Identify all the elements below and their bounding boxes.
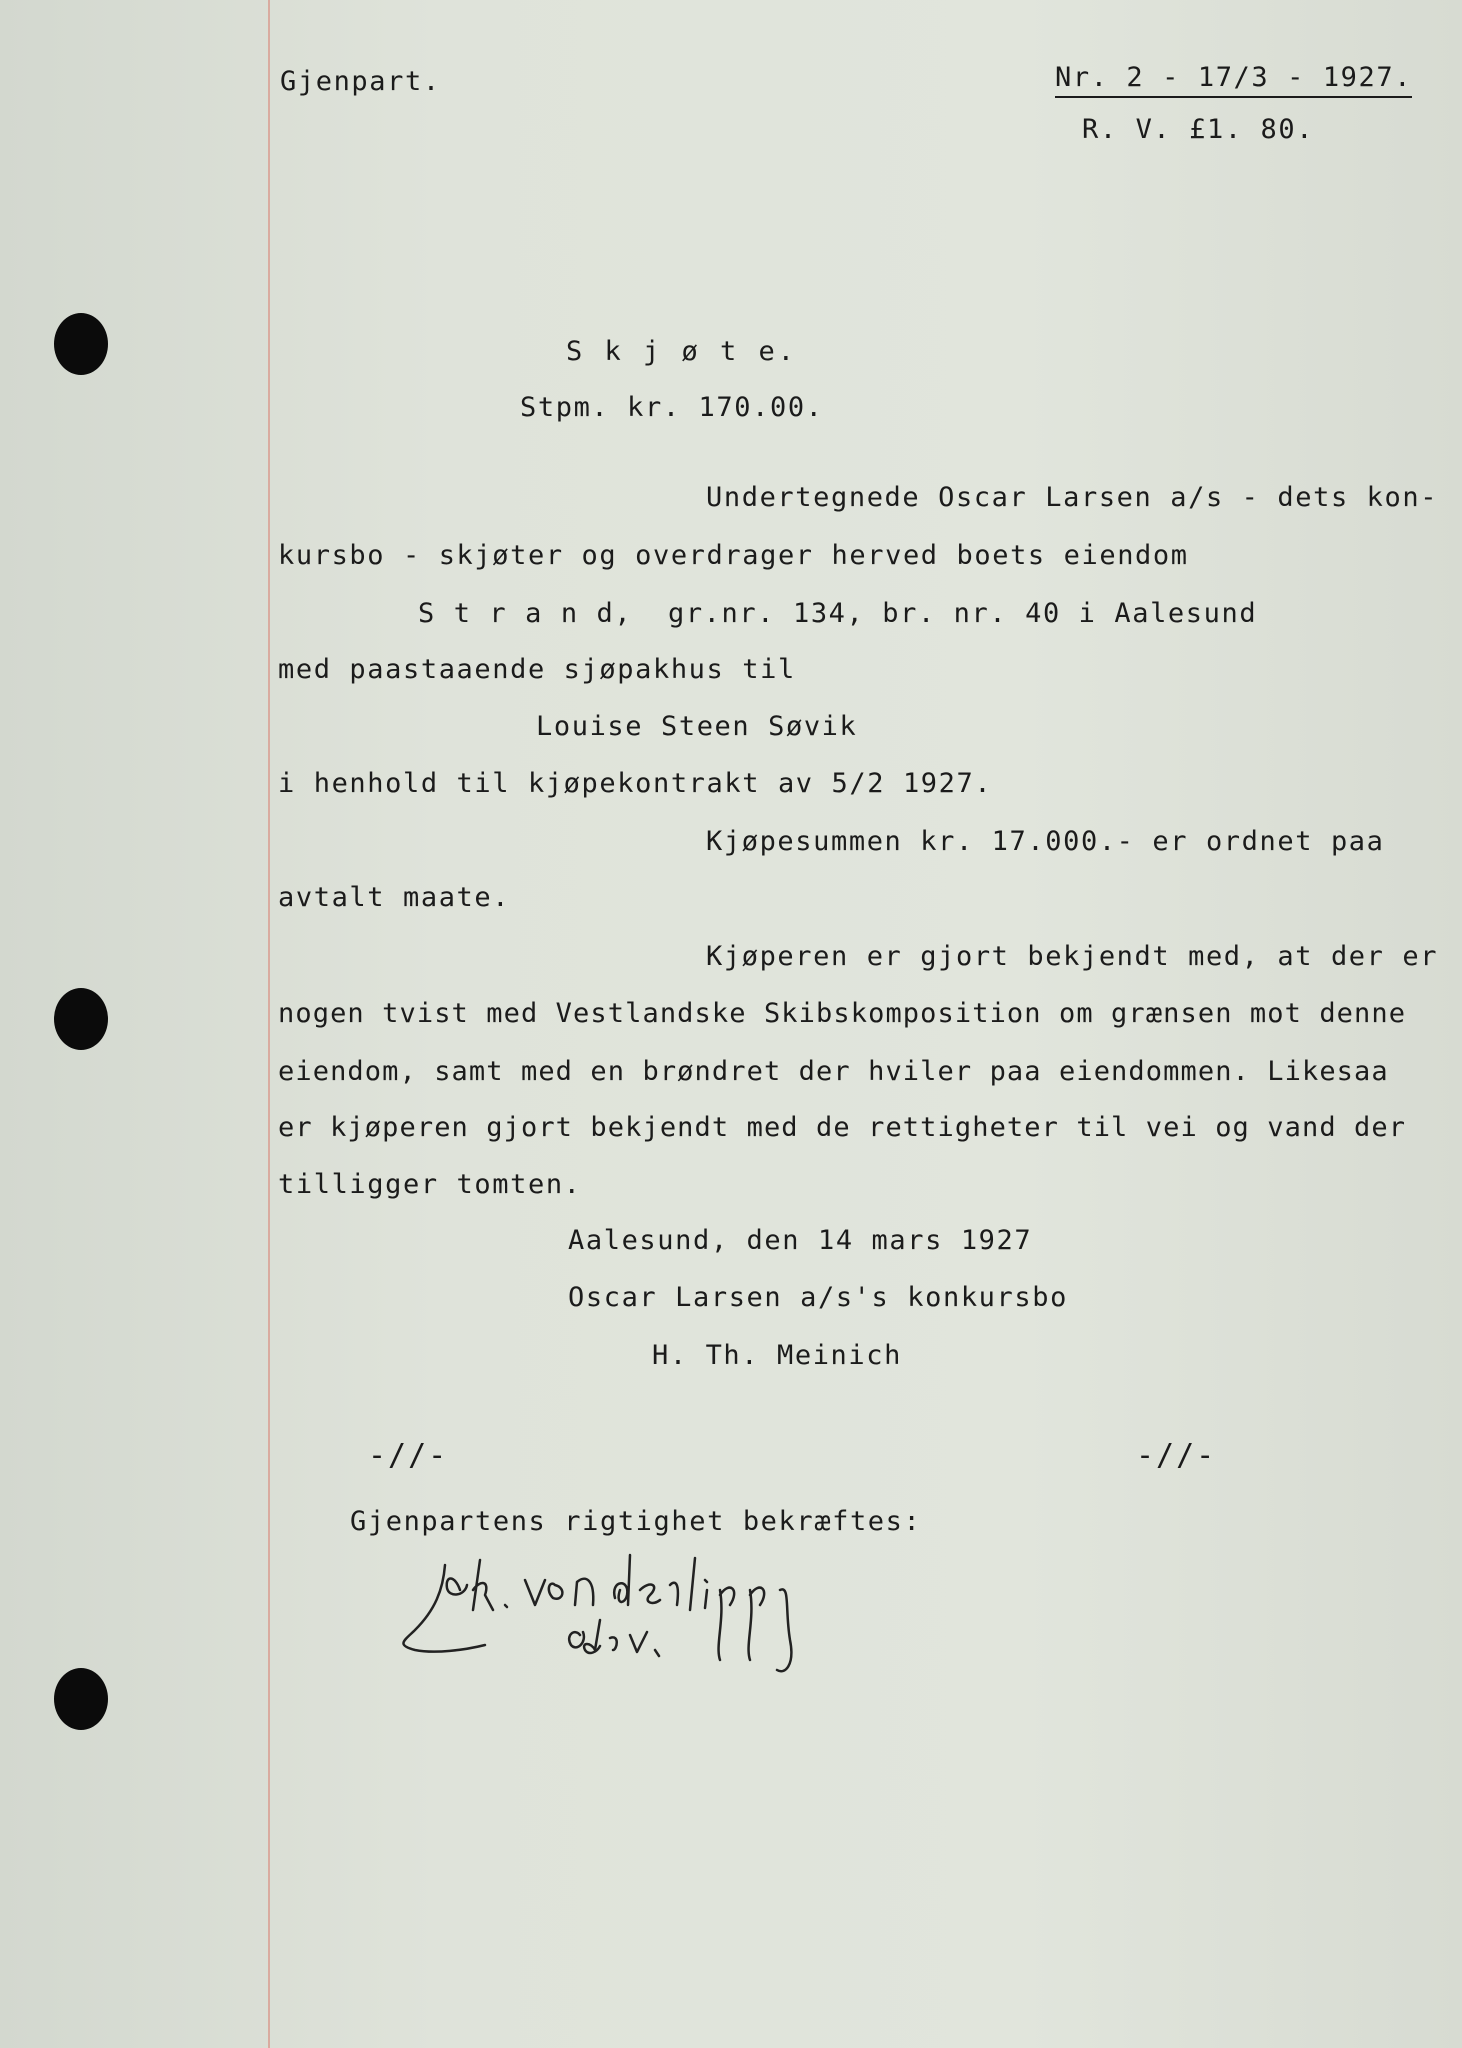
- certification-text: Gjenpartens rigtighet bekræftes:: [350, 1506, 922, 1537]
- punch-hole: [54, 313, 108, 375]
- body-line: tilligger tomten.: [278, 1169, 582, 1200]
- company-name: Oscar Larsen a/s's konkursbo: [568, 1282, 1068, 1313]
- stamp-duty: Stpm. kr. 170.00.: [520, 392, 824, 423]
- mark-left: -//-: [368, 1438, 449, 1473]
- punch-hole: [54, 988, 108, 1050]
- body-line: eiendom, samt med en brøndret der hviler paa eiendommen. Likesaa: [278, 1056, 1389, 1087]
- buyer-name: Louise Steen Søvik: [536, 711, 858, 742]
- body-line: Kjøpesummen kr. 17.000.- er ordnet paa: [706, 826, 1385, 857]
- body-line: Undertegnede Oscar Larsen a/s - dets kon-: [706, 482, 1439, 513]
- body-line: er kjøperen gjort bekjendt med de rettigheter til vei og vand der: [278, 1112, 1407, 1143]
- body-line: kursbo - skjøter og overdrager herved boets eiendom: [278, 540, 1189, 571]
- body-line: avtalt maate.: [278, 882, 511, 913]
- margin-line: [268, 0, 270, 2048]
- signer-name: H. Th. Meinich: [652, 1340, 902, 1371]
- body-line: nogen tvist med Vestlandske Skibskomposition om grænsen mot denne: [278, 998, 1407, 1029]
- body-line: i henhold til kjøpekontrakt av 5/2 1927.: [278, 768, 993, 799]
- document-title: S k j ø t e.: [566, 336, 798, 367]
- body-line: Kjøperen er gjort bekjendt med, at der er: [706, 941, 1439, 972]
- body-line: S t r a n d, gr.nr. 134, br. nr. 40 i Aalesund: [418, 598, 1258, 629]
- record-number: Nr. 2 - 17/3 - 1927.: [1055, 62, 1412, 98]
- handwritten-signature: [385, 1550, 905, 1680]
- body-line: med paastaaende sjøpakhus til: [278, 654, 796, 685]
- punch-hole: [54, 1668, 108, 1730]
- place-date: Aalesund, den 14 mars 1927: [568, 1225, 1033, 1256]
- mark-right: -//-: [1136, 1438, 1217, 1473]
- fee-note: R. V. £1. 80.: [1082, 114, 1315, 145]
- gjenpart-label: Gjenpart.: [280, 66, 441, 97]
